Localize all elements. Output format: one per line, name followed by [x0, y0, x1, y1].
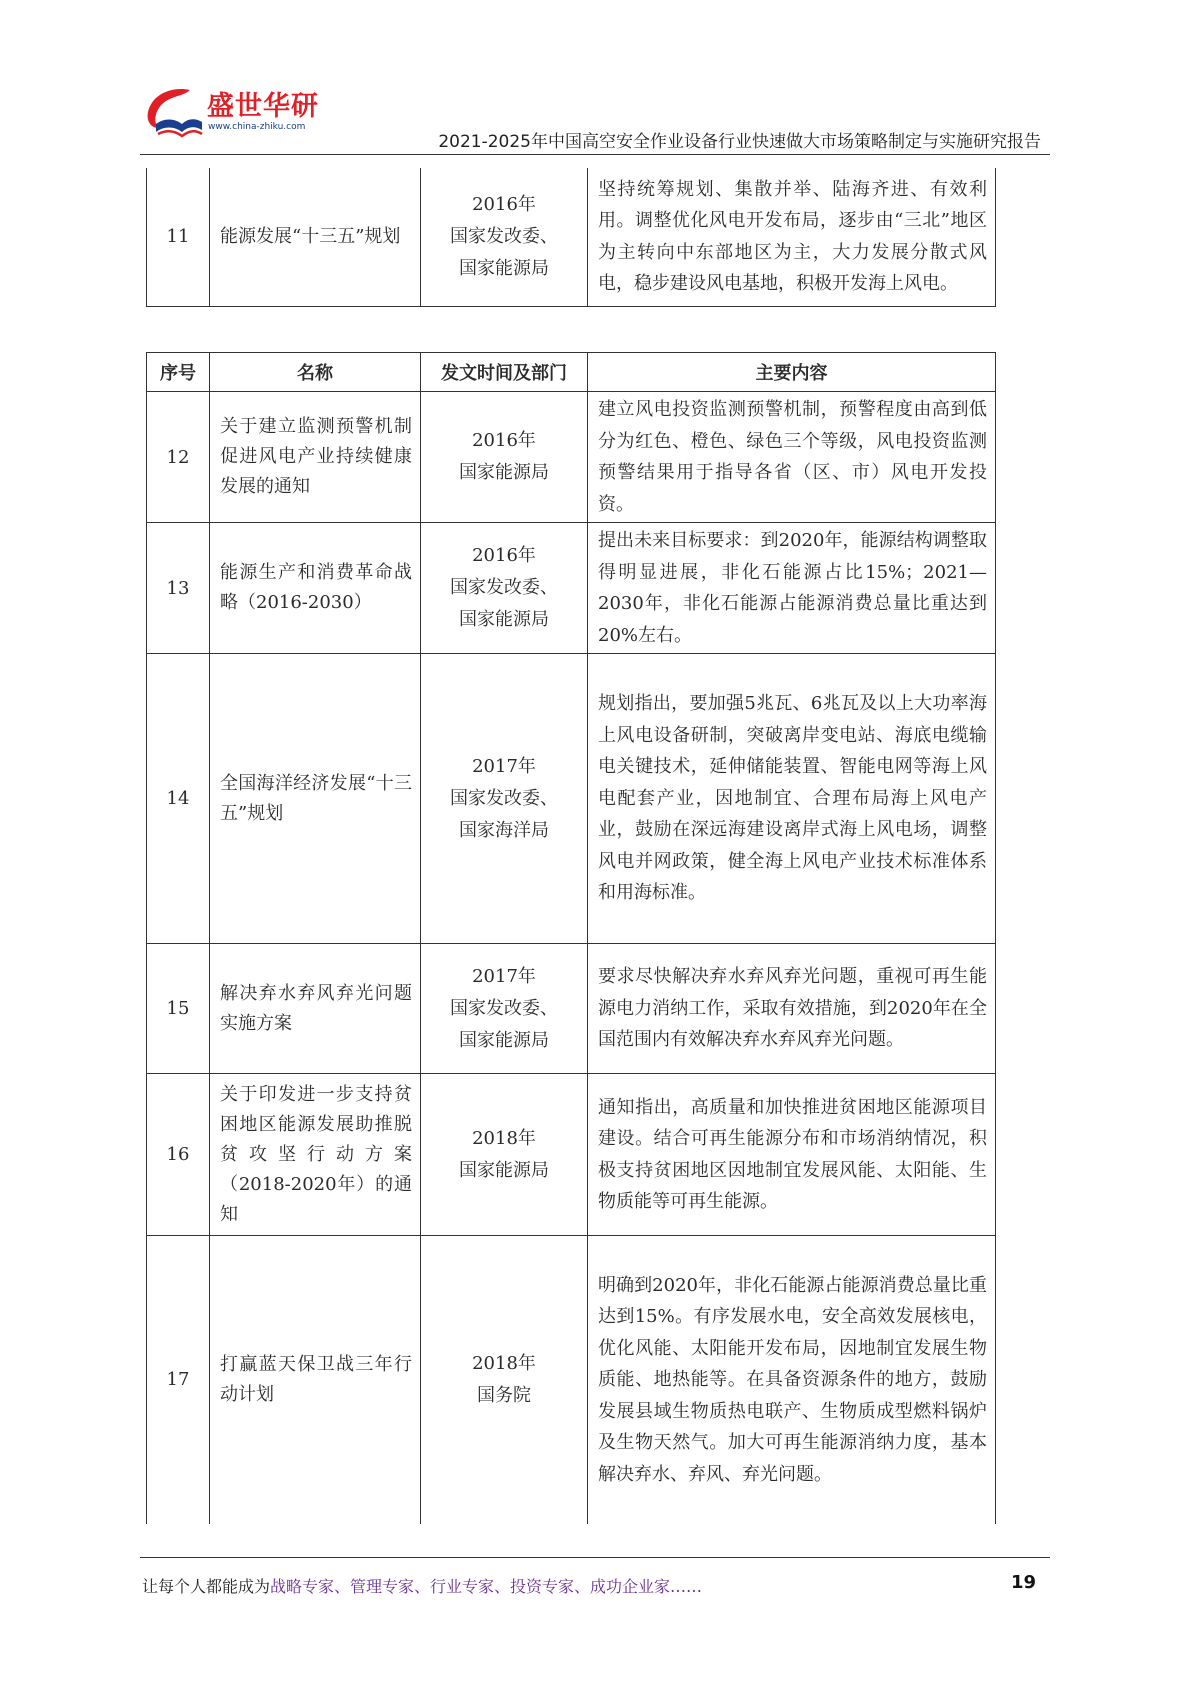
policy-table	[146, 352, 996, 1524]
policy-content: 明确到2020年，非化石能源占能源消费总量比重达到15%。有序发展水电，安全高效发展核电，优化风能、太阳能开发布局，因地制宜发展生物质能、地热能等。在具备资源条件的地方，鼓励发展县域生物质热电联产、生物质成型燃料锅炉及生物天然气。加大可再生能源消纳力度，基本解决弃水、弃风、弃光问题。	[588, 1236, 996, 1524]
row-number: 15	[147, 944, 210, 1074]
issue-date-dept: 2017年 国家发改委、 国家海洋局	[421, 654, 588, 944]
logo-name: 盛世华研	[207, 91, 319, 122]
company-logo	[142, 84, 352, 148]
row-number: 17	[147, 1236, 210, 1524]
issue-date-dept: 2016年 国家能源局	[421, 392, 588, 523]
policy-content: 通知指出，高质量和加快推进贫困地区能源项目建设。结合可再生能源分布和市场消纳情况，积极支持贫困地区因地制宜发展风能、太阳能、生物质能等可再生能源。	[588, 1074, 996, 1236]
policy-name: 关于建立监测预警机制促进风电产业持续健康发展的通知	[210, 392, 421, 523]
header-date: 发文时间及部门	[421, 353, 588, 392]
policy-content: 要求尽快解决弃水弃风弃光问题，重视可再生能源电力消纳工作，采取有效措施，到2020年在全国范围内有效解决弃水弃风弃光问题。	[588, 944, 996, 1074]
logo-emblem-icon	[142, 84, 204, 144]
slogan-highlight: 战略专家、管理专家、行业专家、投资专家、成功企业家……	[270, 1577, 703, 1596]
policy-name: 解决弃水弃风弃光问题实施方案	[210, 944, 421, 1074]
row-number: 12	[147, 392, 210, 523]
policy-name: 能源生产和消费革命战略（2016-2030）	[210, 523, 421, 654]
policy-name: 全国海洋经济发展“十三五”规划	[210, 654, 421, 944]
row-number: 11	[147, 168, 210, 306]
issue-date-dept: 2016年 国家发改委、 国家能源局	[421, 523, 588, 654]
policy-name: 关于印发进一步支持贫困地区能源发展助推脱贫攻坚行动方案（2018-2020年）的通知	[210, 1074, 421, 1236]
report-title: 2021-2025年中国高空安全作业设备行业快速做大市场策略制定与实施研究报告	[438, 132, 1041, 152]
table-row	[147, 392, 996, 523]
table-row	[147, 944, 996, 1074]
table-row	[147, 1236, 996, 1524]
header-name: 名称	[210, 353, 421, 392]
row-number: 13	[147, 523, 210, 654]
page-number: 19	[1010, 1572, 1036, 1593]
issue-date-dept: 2016年 国家发改委、 国家能源局	[421, 168, 588, 306]
policy-name: 能源发展“十三五”规划	[210, 168, 421, 306]
header-no: 序号	[147, 353, 210, 392]
table-row	[147, 654, 996, 944]
table-row	[147, 168, 996, 306]
table-row	[147, 523, 996, 654]
row-number: 14	[147, 654, 210, 944]
policy-content: 建立风电投资监测预警机制，预警程度由高到低分为红色、橙色、绿色三个等级，风电投资监测预警结果用于指导各省（区、市）风电开发投资。	[588, 392, 996, 523]
footer-divider	[140, 1557, 1050, 1558]
table-row	[147, 1074, 996, 1236]
table-header-row	[147, 353, 996, 392]
header-divider	[140, 154, 1050, 155]
issue-date-dept: 2017年 国家发改委、 国家能源局	[421, 944, 588, 1074]
policy-content: 规划指出，要加强5兆瓦、6兆瓦及以上大功率海上风电设备研制，突破离岸变电站、海底电缆输电关键技术，延伸储能装置、智能电网等海上风电配套产业，因地制宜、合理布局海上风电产业，鼓励在深远海建设离岸式海上风电场，调整风电并网政策，健全海上风电产业技术标准体系和用海标准。	[588, 654, 996, 944]
issue-date-dept: 2018年 国务院	[421, 1236, 588, 1524]
policy-name: 打赢蓝天保卫战三年行动计划	[210, 1236, 421, 1524]
row-number: 16	[147, 1074, 210, 1236]
slogan-prefix: 让每个人都能成为	[142, 1577, 271, 1596]
logo-url[interactable]: www.china-zhiku.com	[208, 122, 306, 132]
header-content: 主要内容	[588, 353, 996, 392]
policy-content: 坚持统筹规划、集散并举、陆海齐进、有效利用。调整优化风电开发布局，逐步由“三北”地区为主转向中东部地区为主，大力发展分散式风电，稳步建设风电基地，积极开发海上风电。	[588, 168, 996, 306]
policy-table-continued	[146, 168, 996, 307]
policy-content: 提出未来目标要求：到2020年，能源结构调整取得明显进展，非化石能源占比15%；2021—2030年，非化石能源占能源消费总量比重达到20%左右。	[588, 523, 996, 654]
footer-slogan	[142, 1574, 702, 1597]
issue-date-dept: 2018年 国家能源局	[421, 1074, 588, 1236]
